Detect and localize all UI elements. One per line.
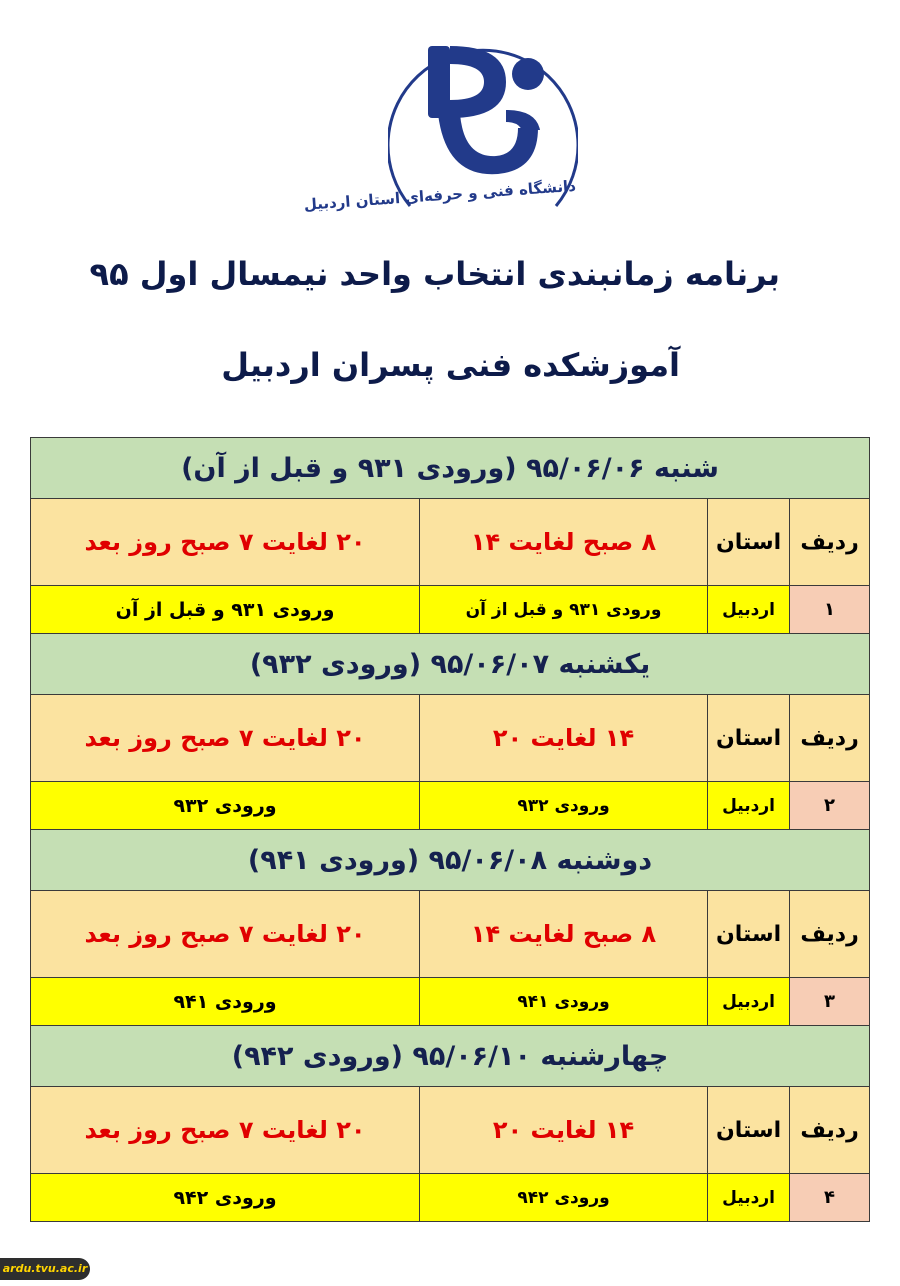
ostan-header: استان (708, 891, 790, 978)
row-slot-2: ورودی ۹۴۲ (31, 1174, 420, 1222)
row-slot-2: ورودی ۹۴۱ (31, 978, 420, 1026)
site-url-badge[interactable]: ardu.tvu.ac.ir (0, 1258, 90, 1280)
day-title: چهارشنبه ۹۵/۰۶/۱۰ (ورودی ۹۴۲) (31, 1026, 870, 1087)
column-header-row (31, 695, 870, 782)
radif-header: ردیف (790, 499, 870, 586)
row-number: ۱ (790, 586, 870, 634)
time-slot-1-header: ۸ صبح لغایت ۱۴ (420, 891, 708, 978)
time-slot-2-header: ۲۰ لغایت ۷ صبح روز بعد (31, 695, 420, 782)
page-subtitle: آموزشکده فنی پسران اردبیل (221, 346, 680, 384)
day-title: شنبه ۹۵/۰۶/۰۶ (ورودی ۹۳۱ و قبل از آن) (31, 438, 870, 499)
row-city: اردبیل (708, 978, 790, 1026)
ostan-header: استان (708, 499, 790, 586)
column-header-row (31, 891, 870, 978)
time-slot-1-header: ۱۴ لغایت ۲۰ (420, 1087, 708, 1174)
row-slot-2: ورودی ۹۳۲ (31, 782, 420, 830)
column-header-row (31, 1087, 870, 1174)
row-number: ۲ (790, 782, 870, 830)
page-title: برنامه زمانبندی انتخاب واحد نیمسال اول ۹۵ (89, 255, 780, 293)
day-header-row (31, 1026, 870, 1087)
row-slot-1: ورودی ۹۴۲ (420, 1174, 708, 1222)
time-slot-1-header: ۸ صبح لغایت ۱۴ (420, 499, 708, 586)
ostan-header: استان (708, 1087, 790, 1174)
row-slot-1: ورودی ۹۴۱ (420, 978, 708, 1026)
row-number: ۴ (790, 1174, 870, 1222)
day-header-row (31, 438, 870, 499)
radif-header: ردیف (790, 1087, 870, 1174)
row-city: اردبیل (708, 1174, 790, 1222)
schedule-table (30, 437, 870, 1222)
day-title: یکشنبه ۹۵/۰۶/۰۷ (ورودی ۹۳۲) (31, 634, 870, 695)
row-slot-1: ورودی ۹۳۲ (420, 782, 708, 830)
row-number: ۳ (790, 978, 870, 1026)
row-city: اردبیل (708, 782, 790, 830)
time-slot-2-header: ۲۰ لغایت ۷ صبح روز بعد (31, 499, 420, 586)
row-slot-1: ورودی ۹۳۱ و قبل از آن (420, 586, 708, 634)
time-slot-1-header: ۱۴ لغایت ۲۰ (420, 695, 708, 782)
row-slot-2: ورودی ۹۳۱ و قبل از آن (31, 586, 420, 634)
ostan-header: استان (708, 695, 790, 782)
day-header-row (31, 634, 870, 695)
table-row (31, 978, 870, 1026)
table-row (31, 586, 870, 634)
row-city: اردبیل (708, 586, 790, 634)
day-title: دوشنبه ۹۵/۰۶/۰۸ (ورودی ۹۴۱) (31, 830, 870, 891)
radif-header: ردیف (790, 695, 870, 782)
time-slot-2-header: ۲۰ لغایت ۷ صبح روز بعد (31, 891, 420, 978)
column-header-row (31, 499, 870, 586)
table-row (31, 782, 870, 830)
radif-header: ردیف (790, 891, 870, 978)
table-row (31, 1174, 870, 1222)
day-header-row (31, 830, 870, 891)
logo-caption: دانشگاه فنی و حرفه‌ای استان اردبیل (303, 176, 577, 214)
time-slot-2-header: ۲۰ لغایت ۷ صبح روز بعد (31, 1087, 420, 1174)
